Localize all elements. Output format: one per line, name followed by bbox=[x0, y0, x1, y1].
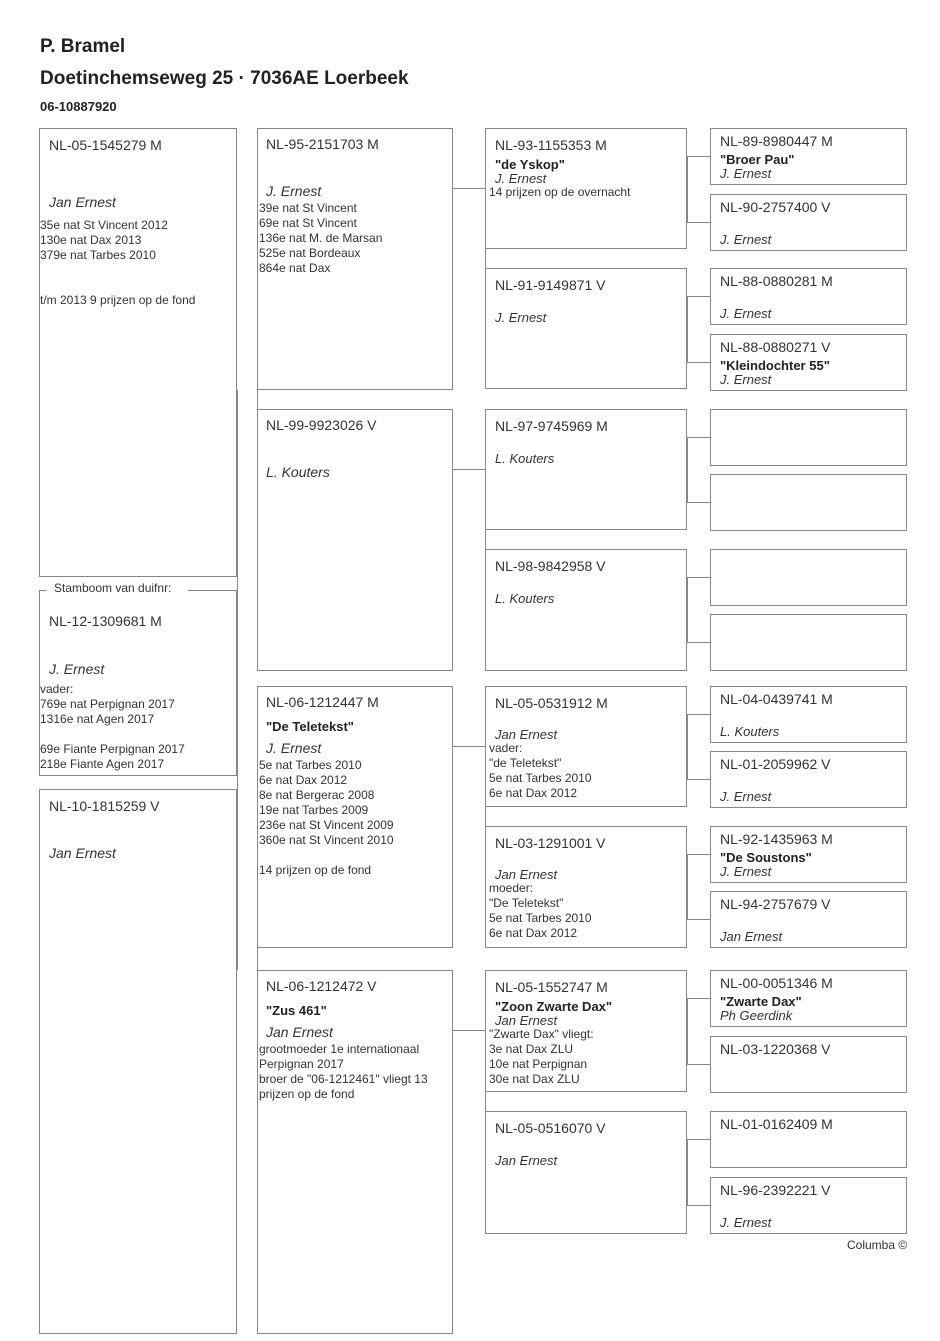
connector-line bbox=[687, 1205, 710, 1206]
connector-line bbox=[687, 714, 710, 715]
connector-line bbox=[453, 188, 485, 189]
connector-line bbox=[687, 296, 688, 363]
ring-number: NL-99-9923026 V bbox=[266, 417, 377, 433]
ring-number: NL-00-0051346 M bbox=[720, 975, 833, 991]
connector-line bbox=[687, 222, 710, 223]
result-line: 236e nat St Vincent 2009 bbox=[259, 818, 394, 832]
copyright: Columba © bbox=[847, 1238, 908, 1252]
result-line: 1316e nat Agen 2017 bbox=[40, 712, 155, 726]
dam-box bbox=[39, 789, 237, 1334]
result-line: 30e nat Dax ZLU bbox=[489, 1072, 580, 1086]
ring-number: NL-97-9745969 M bbox=[495, 418, 608, 434]
result-line: 39e nat St Vincent bbox=[259, 201, 357, 215]
result-line: 19e nat Tarbes 2009 bbox=[259, 803, 369, 817]
ancestor-box bbox=[710, 194, 907, 251]
result-line: 8e nat Bergerac 2008 bbox=[259, 788, 375, 802]
result-line: 5e nat Tarbes 2010 bbox=[259, 758, 362, 772]
breeder: J. Ernest bbox=[495, 310, 547, 325]
breeder: J. Ernest bbox=[49, 661, 105, 677]
connector-line bbox=[453, 1030, 485, 1031]
ancestor-box bbox=[710, 1111, 907, 1168]
breeder: Jan Ernest bbox=[495, 867, 558, 882]
result-line: moeder: bbox=[489, 881, 534, 895]
connector-line bbox=[687, 998, 688, 1065]
grandparent-box bbox=[257, 409, 453, 671]
connector-line bbox=[39, 590, 46, 591]
sire-box bbox=[39, 128, 237, 577]
pigeon-name: "De Teletekst" bbox=[266, 719, 354, 734]
owner-phone: 06-10887920 bbox=[40, 99, 117, 114]
ring-number: NL-01-2059962 V bbox=[720, 756, 831, 772]
result-line: 14 prijzen op de overnacht bbox=[489, 185, 631, 199]
result-line: 10e nat Perpignan bbox=[489, 1057, 588, 1071]
result-line: 360e nat St Vincent 2010 bbox=[259, 833, 394, 847]
owner-address: Doetinchemseweg 25 · 7036AE Loerbeek bbox=[40, 68, 409, 89]
ring-number: NL-04-0439741 M bbox=[720, 691, 833, 707]
breeder: J. Ernest bbox=[266, 740, 322, 756]
breeder: J. Ernest bbox=[720, 306, 772, 321]
connector-line bbox=[257, 260, 258, 540]
pigeon-name: "Zoon Zwarte Dax" bbox=[495, 999, 613, 1014]
great-grandparent-box bbox=[485, 970, 687, 1092]
breeder: J. Ernest bbox=[720, 232, 772, 247]
ring-number: NL-88-0880271 V bbox=[720, 339, 831, 355]
pigeon-name: "Broer Pau" bbox=[720, 152, 795, 167]
result-line: 136e nat M. de Marsan bbox=[259, 231, 383, 245]
connector-line bbox=[687, 437, 688, 503]
breeder: Jan Ernest bbox=[720, 929, 783, 944]
ring-number: NL-05-1552747 M bbox=[495, 979, 608, 995]
connector-line bbox=[257, 820, 258, 1060]
result-line: 6e nat Dax 2012 bbox=[489, 926, 578, 940]
ring-number: NL-88-0880281 M bbox=[720, 273, 833, 289]
connector-line bbox=[687, 362, 710, 363]
connector-line bbox=[687, 437, 710, 438]
result-line: 218e Fiante Agen 2017 bbox=[40, 757, 165, 771]
result-line: Perpignan 2017 bbox=[259, 1057, 344, 1071]
breeder: J. Ernest bbox=[720, 372, 772, 387]
grandparent-box bbox=[257, 128, 453, 390]
breeder: L. Kouters bbox=[495, 451, 555, 466]
result-line: 130e nat Dax 2013 bbox=[40, 233, 142, 247]
great-grandparent-box bbox=[485, 549, 687, 671]
result-line: 6e nat Dax 2012 bbox=[489, 786, 578, 800]
result-line: grootmoeder 1e internationaal bbox=[259, 1042, 420, 1056]
owner-name: P. Bramel bbox=[40, 36, 126, 57]
result-line: 864e nat Dax bbox=[259, 261, 331, 275]
great-grandparent-box bbox=[485, 128, 687, 249]
connector-line bbox=[687, 779, 710, 780]
pigeon-name: "de Yskop" bbox=[495, 157, 565, 172]
pigeon-name: "Kleindochter 55" bbox=[720, 358, 830, 373]
breeder: J. Ernest bbox=[720, 166, 772, 181]
result-line: prijzen op de fond bbox=[259, 1087, 355, 1101]
result-line: 5e nat Tarbes 2010 bbox=[489, 911, 592, 925]
great-grandparent-box bbox=[485, 409, 687, 530]
connector-line bbox=[453, 746, 485, 747]
ring-number: NL-89-8980447 M bbox=[720, 133, 833, 149]
ancestor-box bbox=[710, 409, 907, 466]
breeder: Ph Geerdink bbox=[720, 1008, 793, 1023]
breeder: L. Kouters bbox=[495, 591, 555, 606]
ring-number: NL-05-0531912 M bbox=[495, 695, 608, 711]
ancestor-box bbox=[710, 334, 907, 391]
ring-number: NL-92-1435963 M bbox=[720, 831, 833, 847]
breeder: J. Ernest bbox=[720, 1215, 772, 1230]
breeder: J. Ernest bbox=[266, 183, 322, 199]
ring-number: NL-95-2151703 M bbox=[266, 136, 379, 152]
result-line: 69e Fiante Perpignan 2017 bbox=[40, 742, 185, 756]
result-line: 769e nat Perpignan 2017 bbox=[40, 697, 175, 711]
result-line: "De Teletekst" bbox=[489, 896, 564, 910]
result-line: 525e nat Bordeaux bbox=[259, 246, 361, 260]
ring-number: NL-98-9842958 V bbox=[495, 558, 606, 574]
result-line: t/m 2013 9 prijzen op de fond bbox=[40, 293, 196, 307]
ring-number: NL-06-1212472 V bbox=[266, 978, 377, 994]
ring-number: NL-93-1155353 M bbox=[495, 137, 607, 153]
connector-line bbox=[687, 156, 710, 157]
great-grandparent-box bbox=[485, 268, 687, 389]
connector-line bbox=[687, 1064, 710, 1065]
grandparent-box bbox=[257, 970, 453, 1334]
result-line: 6e nat Dax 2012 bbox=[259, 773, 348, 787]
connector-line bbox=[485, 1030, 486, 1172]
breeder: Jan Ernest bbox=[49, 194, 116, 210]
connector-line bbox=[687, 502, 710, 503]
ancestor-box bbox=[710, 686, 907, 743]
breeder: Jan Ernest bbox=[266, 1024, 333, 1040]
ring-number: NL-94-2757679 V bbox=[720, 896, 831, 912]
connector-line bbox=[237, 390, 238, 970]
connector-line bbox=[485, 746, 486, 887]
ring-number: NL-01-0162409 M bbox=[720, 1116, 833, 1132]
grandparent-box bbox=[257, 686, 453, 948]
breeder: J. Ernest bbox=[720, 864, 772, 879]
result-line: "Zwarte Dax" vliegt: bbox=[489, 1027, 594, 1041]
result-line: "de Teletekst" bbox=[489, 756, 562, 770]
ancestor-box bbox=[710, 970, 907, 1027]
pigeon-name: "De Soustons" bbox=[720, 850, 812, 865]
breeder: Jan Ernest bbox=[495, 1153, 558, 1168]
connector-line bbox=[453, 469, 485, 470]
ancestor-box bbox=[710, 891, 907, 948]
ring-number: NL-05-1545279 M bbox=[49, 137, 162, 153]
breeder: Jan Ernest bbox=[49, 845, 116, 861]
connector-line bbox=[687, 577, 710, 578]
connector-line bbox=[485, 188, 486, 329]
ancestor-box bbox=[710, 1036, 907, 1093]
result-line: vader: bbox=[40, 682, 74, 696]
ancestor-box bbox=[710, 474, 907, 531]
result-line: 35e nat St Vincent 2012 bbox=[40, 218, 168, 232]
ancestor-box bbox=[710, 614, 907, 671]
ring-number: NL-91-9149871 V bbox=[495, 277, 606, 293]
ring-number: NL-90-2757400 V bbox=[720, 199, 831, 215]
ancestor-box bbox=[710, 268, 907, 325]
connector-line bbox=[687, 919, 710, 920]
result-line: 14 prijzen op de fond bbox=[259, 863, 372, 877]
breeder: Jan Ernest bbox=[495, 1013, 558, 1028]
ancestor-box bbox=[710, 1177, 907, 1234]
ancestor-box bbox=[710, 549, 907, 606]
pigeon-name: "Zus 461" bbox=[266, 1003, 327, 1018]
ring-number: NL-10-1815259 V bbox=[49, 798, 160, 814]
connector-line bbox=[687, 156, 688, 223]
connector-line bbox=[188, 590, 237, 591]
result-line: 5e nat Tarbes 2010 bbox=[489, 771, 592, 785]
connector-line bbox=[687, 854, 710, 855]
ancestor-box bbox=[710, 128, 907, 185]
connector-line bbox=[687, 854, 688, 920]
result-line: 69e nat St Vincent bbox=[259, 216, 357, 230]
ancestor-box bbox=[710, 751, 907, 808]
pigeon-name: "Zwarte Dax" bbox=[720, 994, 802, 1009]
great-grandparent-box bbox=[485, 826, 687, 948]
ring-number: NL-05-0516070 V bbox=[495, 1120, 606, 1136]
connector-line bbox=[485, 469, 486, 610]
stamboom-label: Stamboom van duifnr: bbox=[50, 581, 175, 595]
result-line: 379e nat Tarbes 2010 bbox=[40, 248, 156, 262]
result-line: vader: bbox=[489, 741, 523, 755]
connector-line bbox=[687, 577, 688, 643]
breeder: J. Ernest bbox=[495, 171, 547, 186]
connector-line bbox=[687, 642, 710, 643]
ring-number: NL-12-1309681 M bbox=[49, 613, 162, 629]
ancestor-box bbox=[710, 826, 907, 883]
result-line: 3e nat Dax ZLU bbox=[489, 1042, 574, 1056]
ring-number: NL-06-1212447 M bbox=[266, 694, 379, 710]
breeder: J. Ernest bbox=[720, 789, 772, 804]
result-line: broer de "06-1212461" vliegt 13 bbox=[259, 1072, 428, 1086]
connector-line bbox=[687, 1139, 688, 1206]
ring-number: NL-03-1291001 V bbox=[495, 835, 606, 851]
breeder: L. Kouters bbox=[720, 724, 780, 739]
ring-number: NL-03-1220368 V bbox=[720, 1041, 831, 1057]
subject-box bbox=[39, 590, 237, 776]
great-grandparent-box bbox=[485, 1111, 687, 1234]
connector-line bbox=[687, 714, 688, 780]
great-grandparent-box bbox=[485, 686, 687, 807]
connector-line bbox=[687, 1139, 710, 1140]
connector-line bbox=[687, 296, 710, 297]
ring-number: NL-96-2392221 V bbox=[720, 1182, 831, 1198]
breeder: L. Kouters bbox=[266, 464, 330, 480]
connector-line bbox=[687, 998, 710, 999]
breeder: Jan Ernest bbox=[495, 727, 558, 742]
